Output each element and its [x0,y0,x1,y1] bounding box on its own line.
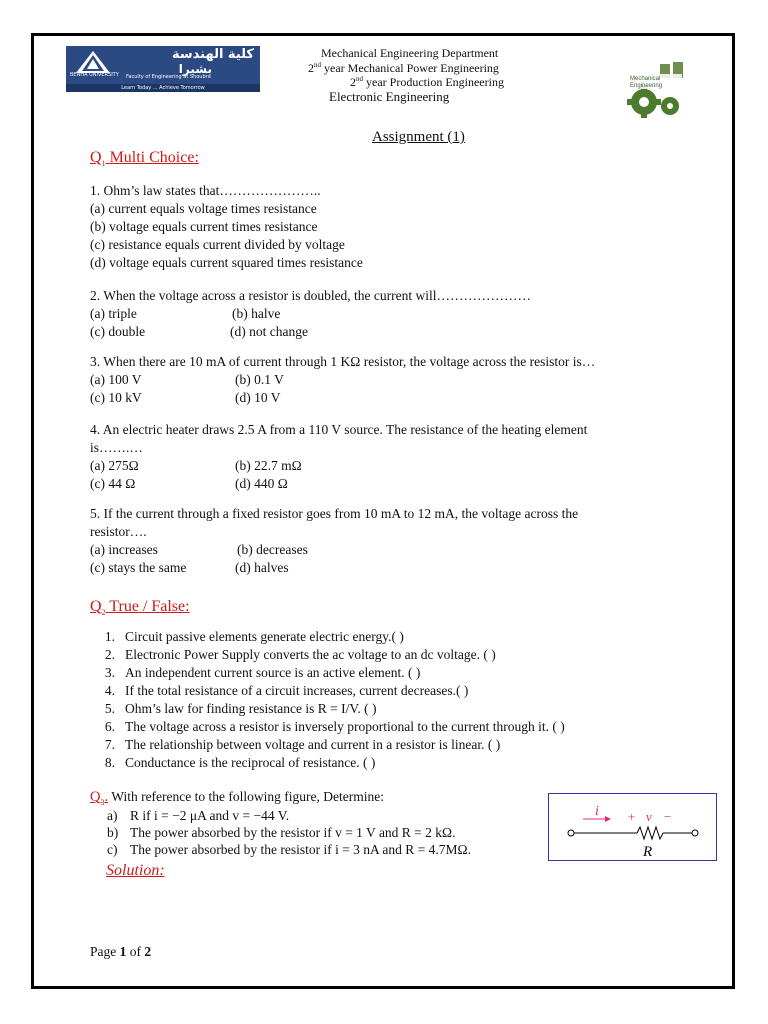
item-number: 6. [104,719,115,734]
q1-line: (b) 22.7 mΩ [235,458,302,473]
part-text: R if i = −2 μA and v = −44 V. [130,808,290,823]
item-text: The voltage across a resistor is inversely proportional to the current through it. ( ) [125,719,565,734]
faculty-logo [66,46,260,92]
true-false-item [93,665,420,681]
q1-line: (b) 0.1 V [235,372,284,387]
q1-line: (c) resistance equals current divided by voltage [90,237,345,252]
resistor-circuit-icon [549,794,716,860]
item-number: 3. [104,665,115,680]
q1-line: 1. Ohm’s law states that………………….. [90,183,321,198]
item-number: 7. [104,737,115,752]
logo-arabic-title: كلية الهندسة [172,47,254,62]
item-text: The relationship between voltage and current in a resistor is linear. ( ) [125,737,501,752]
page-number: Page 1 of 2 [90,944,152,959]
q1-line: (d) halves [235,560,289,575]
q1-line: (c) stays the same [90,560,187,575]
q1-line: (b) halve [232,306,281,321]
voltage-label: v [646,809,652,824]
item-text: Ohm’s law for finding resistance is R = I/V. ( ) [125,701,377,716]
assignment-title: Assignment (1) [372,129,465,145]
header-department: Mechanical Engineering Department [321,46,499,60]
solution-heading: Solution: [106,862,165,879]
q1-line: 2. When the voltage across a resistor is doubled, the current will………………… [90,288,532,303]
current-label: i [595,804,599,819]
header-course: Electronic Engineering [329,89,450,104]
q1-line: (a) 100 V [90,372,142,387]
item-text: Conductance is the reciprocal of resistance. ( ) [125,755,376,770]
header-year-mechanical: 2nd year Mechanical Power Engineering [308,61,499,75]
q3-part [107,808,289,824]
q1-line: 5. If the current through a fixed resistor goes from 10 mA to 12 mA, the voltage across the [90,506,579,521]
logo-faculty-text: Faculty of Engineering at Shoubra [126,74,211,80]
q1-line: (b) decreases [237,542,308,557]
q3-intro: $Q_3$. With reference to the following figure, Determine: [90,789,384,807]
logo-right-line1: Mechanical [630,76,661,82]
part-label: a) [107,808,118,823]
q1-line: (a) 275Ω [90,458,139,473]
true-false-item [93,701,376,717]
q1-line: (a) triple [90,306,137,321]
logo-right-line2: Engineering [630,83,663,89]
minus-label: − [664,809,672,824]
q1-line: 4. An electric heater draws 2.5 A from a 110 V source. The resistance of the heating element [90,422,588,437]
logo-arabic-subtitle: بشبرا [178,62,212,76]
q1-line: (b) voltage equals current times resistance [90,219,318,234]
part-label: c) [107,842,118,857]
q1-heading: $Q_1$ Multi Choice: [90,149,199,169]
q3-part [107,825,455,841]
true-false-item [93,719,565,735]
item-number: 4. [104,683,115,698]
q2-heading: $Q_2$ True / False: [90,598,190,618]
true-false-item [93,683,468,699]
q1-line: (c) 44 Ω [90,476,136,491]
part-label: b) [107,825,119,840]
item-number: 5. [104,701,115,716]
logo-tagline: Learn Today ... Achieve Tomorrow [66,84,260,92]
item-text: Electronic Power Supply converts the ac voltage to an dc voltage. ( ) [125,647,496,662]
logo-university-text: BENHA UNIVERSITY [70,72,119,78]
item-text: If the total resistance of a circuit increases, current decreases.( ) [125,683,469,698]
item-number: 1. [104,629,115,644]
resistor-label: R [643,844,653,860]
part-text: The power absorbed by the resistor if i = 3 nA and R = 4.7MΩ. [130,842,471,857]
q1-line: (a) current equals voltage times resistance [90,201,317,216]
q1-line: (c) 10 kV [90,390,142,405]
item-text: An independent current source is an active element. ( ) [125,665,421,680]
true-false-item [93,629,404,645]
q1-line: (d) 440 Ω [235,476,288,491]
q1-line: (d) not change [230,324,308,339]
plus-label: + [628,809,636,824]
item-number: 8. [104,755,115,770]
q1-line: (c) double [90,324,146,339]
part-text: The power absorbed by the resistor if v = 1 V and R = 2 kΩ. [130,825,456,840]
q3-part [107,842,471,858]
header-year-production: 2nd year Production Engineering [350,75,504,89]
q1-line: (d) voltage equals current squared times resistance [90,255,363,270]
q1-line: (d) 10 V [235,390,281,405]
item-text: Circuit passive elements generate electric energy.( ) [125,629,404,644]
q1-line: resistor…. [90,524,147,539]
true-false-item [93,737,500,753]
q1-line: 3. When there are 10 mA of current through 1 KΩ resistor, the voltage across the resistor is… [90,354,596,369]
true-false-item [93,755,375,771]
mechanical-engineering-logo-icon [620,62,696,118]
true-false-item [93,647,496,663]
q1-line: (a) increases [90,542,158,557]
item-number: 2. [104,647,115,662]
circuit-figure [548,793,717,861]
q1-line: is…….… [90,440,143,455]
